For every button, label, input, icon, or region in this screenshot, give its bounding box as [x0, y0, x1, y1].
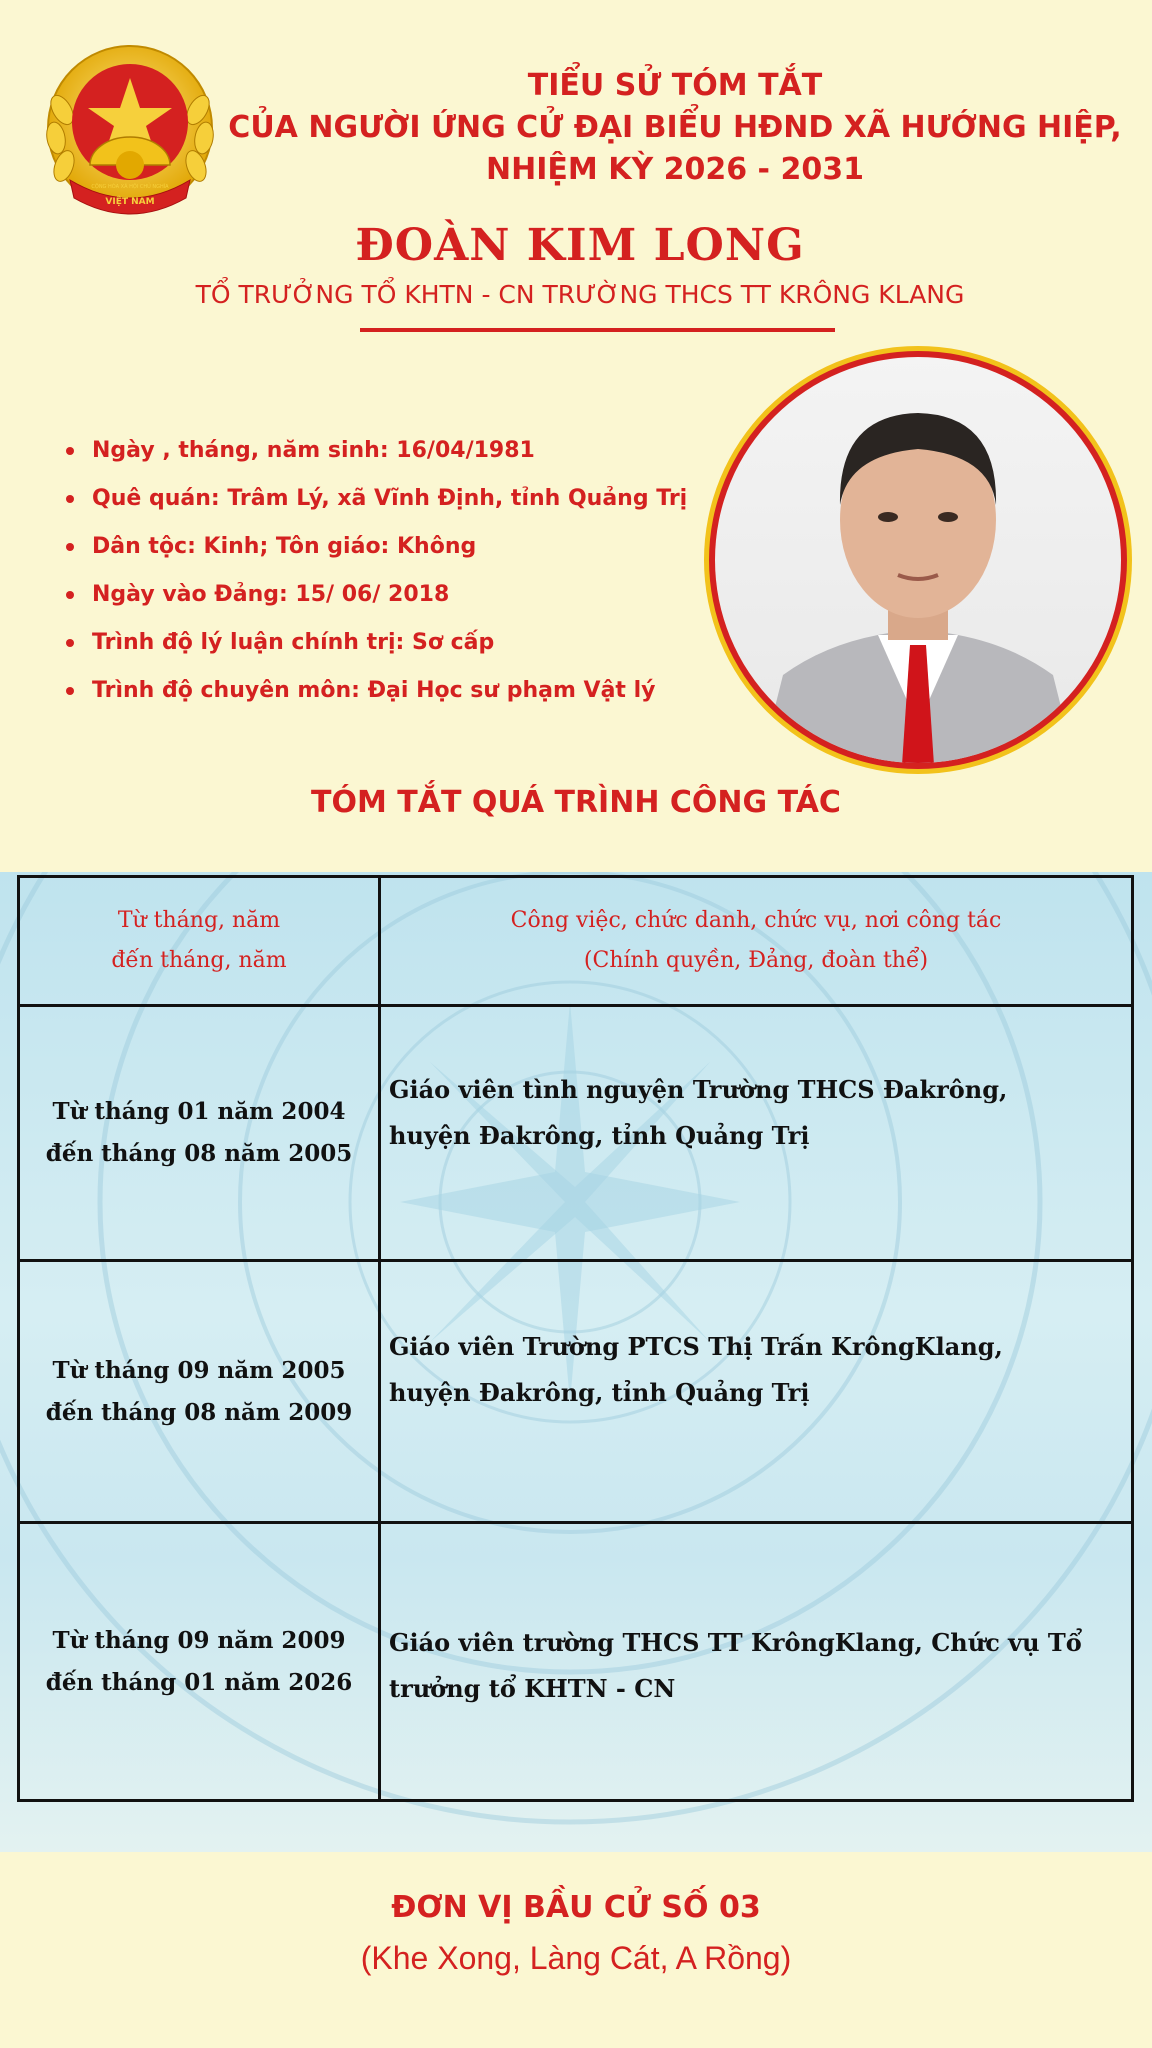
electoral-unit-title: ĐƠN VỊ BẦU CỬ SỐ 03	[391, 1890, 761, 1925]
work-history-table	[17, 875, 1134, 1802]
bio-item-political-level: Trình độ lý luận chính trị: Sơ cấp	[62, 624, 702, 672]
document-title: TIỂU SỬ TÓM TẮT	[527, 68, 823, 103]
vietnam-national-emblem-icon	[40, 40, 220, 220]
work-cell: Giáo viên tình nguyện Trường THCS Đakrông, huyện Đakrông, tỉnh Quảng Trị	[380, 1006, 1133, 1261]
period-cell: Từ tháng 09 năm 2009 đến tháng 01 năm 2026	[19, 1523, 380, 1801]
emblem-ring-text: CỘNG HÒA XÃ HỘI CHỦ NGHĨA	[91, 184, 169, 190]
column-header-period: Từ tháng, năm đến tháng, năm	[19, 877, 380, 1006]
table-header-row	[19, 877, 1133, 1006]
document-title-line2: CỦA NGƯỜI ỨNG CỬ ĐẠI BIỂU HĐND XÃ HƯỚNG HIỆP,	[228, 110, 1122, 145]
period-cell: Từ tháng 09 năm 2005 đến tháng 08 năm 2009	[19, 1261, 380, 1523]
bio-list	[62, 432, 702, 720]
table-row	[19, 1523, 1133, 1801]
candidate-name: ĐOÀN KIM LONG	[355, 220, 805, 271]
candidate-position: TỔ TRƯỞNG TỔ KHTN - CN TRƯỜNG THCS TT KRÔNG KLANG	[195, 280, 965, 309]
column-header-work: Công việc, chức danh, chức vụ, nơi công tác (Chính quyền, Đảng, đoàn thể)	[380, 877, 1133, 1006]
bio-item-birthdate: Ngày , tháng, năm sinh: 16/04/1981	[62, 432, 702, 480]
bio-item-education: Trình độ chuyên môn: Đại Học sư phạm Vật lý	[62, 672, 702, 720]
work-cell: Giáo viên Trường PTCS Thị Trấn KrôngKlang, huyện Đakrông, tỉnh Quảng Trị	[380, 1261, 1133, 1523]
bio-item-ethnicity-religion: Dân tộc: Kinh; Tôn giáo: Không	[62, 528, 702, 576]
bio-item-hometown: Quê quán: Trâm Lý, xã Vĩnh Định, tỉnh Quảng Trị	[62, 480, 702, 528]
document-title-line3: NHIỆM KỲ 2026 - 2031	[486, 152, 864, 187]
table-row	[19, 1006, 1133, 1261]
title-divider	[360, 328, 835, 332]
table-row	[19, 1261, 1133, 1523]
candidate-portrait	[698, 345, 1138, 775]
work-history-title: TÓM TẮT QUÁ TRÌNH CÔNG TÁC	[311, 785, 841, 820]
bio-item-party-date: Ngày vào Đảng: 15/ 06/ 2018	[62, 576, 702, 624]
electoral-unit-areas: (Khe Xong, Làng Cát, A Rồng)	[360, 1940, 792, 1976]
period-cell: Từ tháng 01 năm 2004 đến tháng 08 năm 2005	[19, 1006, 380, 1261]
emblem-ribbon-text: VIỆT NAM	[105, 197, 155, 207]
work-cell: Giáo viên trường THCS TT KrôngKlang, Chức vụ Tổ trưởng tổ KHTN - CN	[380, 1523, 1133, 1801]
